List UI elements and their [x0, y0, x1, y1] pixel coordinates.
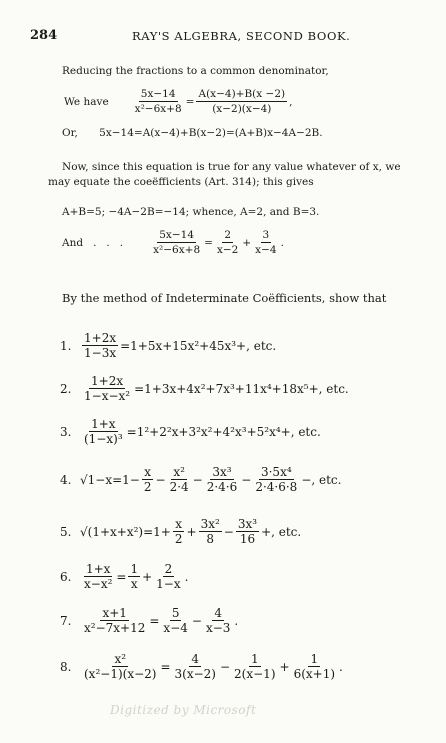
equals-sign: = [185, 95, 195, 108]
term-tail: . [184, 569, 189, 584]
term-fraction [199, 518, 222, 545]
exercise-lhs-fraction [82, 375, 132, 402]
fraction-denominator: 2(x−1) [234, 667, 276, 681]
term-fraction [142, 466, 154, 493]
exercise-lhs-fraction [82, 332, 118, 359]
fraction-numerator: 3x² [200, 517, 220, 531]
punctuation: , [289, 95, 293, 108]
term-tail: +, etc. [261, 524, 302, 539]
fraction-denominator: (x−2)(x−4) [212, 103, 272, 115]
exercise-number: 5. [60, 524, 72, 539]
term-prefix: + [279, 659, 290, 674]
fraction-numerator: 1 [130, 562, 139, 576]
and-fraction-1 [215, 229, 240, 256]
fraction-denominator: x²−6x+8 [134, 103, 182, 115]
term-fraction [173, 518, 185, 545]
exercise-lhs-fraction [82, 418, 125, 445]
or-expression: 5x−14=A(x−4)+B(x−2)=(A+B)x−4A−2B. [99, 127, 323, 139]
fraction-numerator: 1+x [91, 417, 116, 431]
fraction-numerator: x+1 [102, 606, 127, 620]
fraction-numerator: 1+2x [84, 331, 117, 345]
we-have-label: We have [64, 95, 109, 108]
term-prefix: = [116, 569, 127, 584]
fraction-denominator: (1−x)³ [84, 432, 123, 446]
term-fraction [204, 607, 232, 634]
fraction-numerator: 4 [191, 652, 200, 666]
and-fraction-2 [253, 229, 278, 256]
fraction-denominator: (x²−1)(x−2) [84, 667, 157, 681]
exercise-rhs: =1+5x+15x²+45x³+, etc. [120, 338, 277, 353]
fraction-numerator: 3x³ [237, 517, 258, 531]
fraction-numerator: x² [173, 465, 185, 479]
fraction-denominator: 16 [239, 532, 256, 546]
exercise-lhs-fraction [82, 607, 147, 634]
fraction-numerator: 1 [310, 652, 319, 666]
fraction-numerator: A(x−4)+B(x −2) [198, 88, 286, 100]
exercise-number: 3. [60, 424, 72, 439]
fraction-numerator: 5x−14 [159, 229, 195, 241]
fraction-numerator: 5 [171, 606, 180, 620]
fraction-numerator: 3x³ [212, 465, 232, 479]
punctuation: . [280, 236, 284, 249]
exercise-number: 4. [60, 472, 72, 487]
fraction-denominator: 2 [174, 532, 183, 546]
exercise-4 [60, 466, 341, 493]
term-fraction [173, 653, 218, 680]
term-prefix: − [191, 613, 202, 628]
term-fraction [128, 563, 140, 590]
term-fraction [161, 607, 189, 634]
page-number: 284 [30, 28, 58, 43]
exercise-rhs: =1+3x+4x²+7x³+11x⁴+18x⁵+, etc. [134, 381, 349, 396]
term-tail: −, etc. [301, 472, 342, 487]
or-line [62, 126, 323, 140]
term-prefix: − [223, 524, 234, 539]
running-title: RAY'S ALGEBRA, SECOND BOOK. [132, 29, 351, 43]
fraction-denominator: x−3 [205, 621, 231, 635]
fraction-denominator: x−4 [255, 244, 277, 256]
plus-sign: + [242, 236, 252, 249]
term-prefix: − [192, 472, 203, 487]
we-have-equation [64, 88, 292, 115]
fraction-numerator: 4 [214, 606, 222, 620]
term-prefix: + [186, 524, 197, 539]
digitization-watermark: Digitized by Microsoft [110, 703, 257, 717]
term-tail: . [339, 659, 343, 674]
fraction-numerator: 2 [224, 229, 231, 241]
exercise-number: 1. [60, 338, 72, 353]
paragraph-line-2: may equate the coeëfficients (Art. 314); this gives [48, 176, 314, 188]
system-line: A+B=5; −4A−2B=−14; whence, A=2, and B=3. [62, 206, 320, 218]
fraction-denominator: 1−x [156, 577, 181, 591]
radical-expression: √(1+x+x²) [80, 524, 144, 539]
exercise-number: 6. [60, 569, 72, 584]
fraction-denominator: 6(x+1) [293, 667, 336, 681]
fraction-denominator: 1−3x [84, 346, 117, 360]
exercise-7 [60, 607, 238, 634]
term-fraction [205, 466, 240, 493]
fraction-denominator: x−4 [163, 621, 188, 635]
fraction-denominator: 1−x−x² [84, 389, 131, 403]
fraction-denominator: x [130, 577, 138, 591]
exercise-3 [60, 418, 321, 445]
section-heading: By the method of Indeterminate Coëfficients, show that [62, 291, 387, 305]
term-fraction [168, 466, 191, 493]
and-label: And . . . [62, 236, 124, 249]
fraction-numerator: 1+x [85, 562, 111, 576]
fraction-numerator: 1+2x [91, 374, 124, 388]
radical-expression: √1−x [80, 472, 113, 487]
fraction-numerator: 1 [250, 652, 259, 666]
term-fraction [232, 653, 277, 680]
exercise-number: 8. [60, 659, 72, 674]
and-lhs-fraction [151, 229, 202, 256]
term-fraction [154, 563, 182, 590]
and-equation [62, 229, 284, 256]
exercise-number: 7. [60, 613, 72, 628]
fraction-numerator: x² [114, 652, 127, 666]
we-have-rhs-fraction [196, 88, 287, 115]
fraction-denominator: 2·4 [169, 480, 189, 494]
exercise-2 [60, 375, 349, 402]
fraction-numerator: 3 [262, 229, 270, 241]
term-fraction [253, 466, 299, 493]
intro-text: Reducing the fractions to a common denominator, [62, 65, 329, 77]
equals-sign: = [204, 236, 213, 249]
term-prefix: = [160, 659, 171, 674]
term-prefix: − [219, 659, 231, 674]
exercise-lhs-fraction [82, 563, 114, 590]
paragraph-line-1: Now, since this equation is true for any value whatever of x, we [62, 161, 401, 173]
fraction-denominator: 2·4·6·8 [255, 480, 298, 494]
term-prefix: + [142, 569, 153, 584]
exercise-rhs: =1²+2²x+3²x²+4²x³+5²x⁴+, etc. [126, 424, 321, 439]
term-fraction [292, 653, 337, 680]
fraction-denominator: x−2 [216, 244, 239, 256]
term-prefix: − [155, 472, 166, 487]
fraction-numerator: x [144, 465, 152, 479]
fraction-denominator: x²−7x+12 [84, 621, 146, 635]
or-label: Or, [62, 127, 78, 139]
fraction-numerator: 3·5x⁴ [260, 465, 292, 479]
term-tail: . [234, 613, 239, 628]
fraction-denominator: x²−6x+8 [153, 244, 201, 256]
exercise-6 [60, 563, 188, 590]
exercise-number: 2. [60, 381, 72, 396]
we-have-lhs-fraction [133, 88, 184, 115]
fraction-numerator: x [175, 517, 183, 531]
exercise-5 [60, 518, 301, 545]
exercise-1 [60, 332, 276, 359]
term-prefix: =1− [112, 472, 140, 487]
fraction-denominator: 2 [143, 480, 152, 494]
fraction-denominator: 8 [206, 532, 214, 546]
fraction-numerator: 2 [164, 562, 173, 576]
term-prefix: =1+ [143, 524, 171, 539]
exercise-lhs-fraction [82, 653, 158, 680]
fraction-denominator: 2·4·6 [206, 480, 238, 494]
term-prefix: − [241, 472, 252, 487]
fraction-denominator: x−x² [84, 577, 113, 591]
term-fraction [236, 518, 259, 545]
fraction-numerator: 5x−14 [140, 88, 176, 100]
exercise-8 [60, 653, 343, 680]
term-prefix: = [149, 613, 160, 628]
fraction-denominator: 3(x−2) [174, 667, 216, 681]
